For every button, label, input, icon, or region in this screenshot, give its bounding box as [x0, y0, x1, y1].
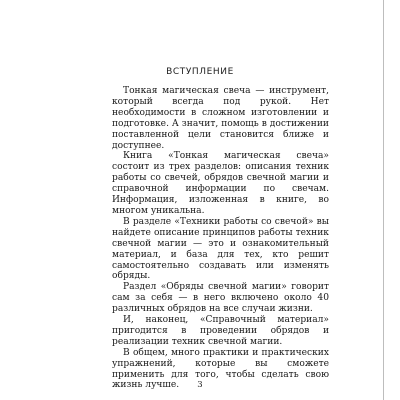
body-text	[112, 86, 329, 391]
paragraph: Тонкая магическая свеча — инструмент, который всегда под рукой. Нет необходимости в сложном изготовлении и подготовке. А значит, помощь в достижении поставленной цели становится ближе и доступнее.	[112, 86, 329, 151]
paragraph: Раздел «Обряды свечной магии» говорит сам за себя — в него включено около 40 различных обрядов на все случаи жизни.	[112, 282, 329, 315]
paragraph: В разделе «Техники работы со свечой» вы найдете описание принципов работы техник свечной магии — это и ознакомительный материал, и база для тех, кто решит самостоятельно создавать или изменять обряды.	[112, 216, 329, 282]
paragraph: И, наконец, «Справочный материал» пригодится в проведении обрядов и реализации техник свечной магии.	[112, 315, 329, 347]
paragraph: Книга «Тонкая магическая свеча» состоит из трех разделов: описания техник работы со свечей, обрядов свечной магии и справочной информации по свечам. Информация, изложенная в книге, во многом уникальна.	[112, 151, 329, 216]
paragraph: В общем, много практики и практических упражнений, которые вы сможете применить для того, чтобы сделать свою жизнь лучше.	[112, 347, 329, 391]
chapter-heading: ВСТУПЛЕНИЕ	[166, 67, 234, 77]
page-edge-line	[383, 0, 384, 400]
page-number: 3	[197, 380, 203, 390]
